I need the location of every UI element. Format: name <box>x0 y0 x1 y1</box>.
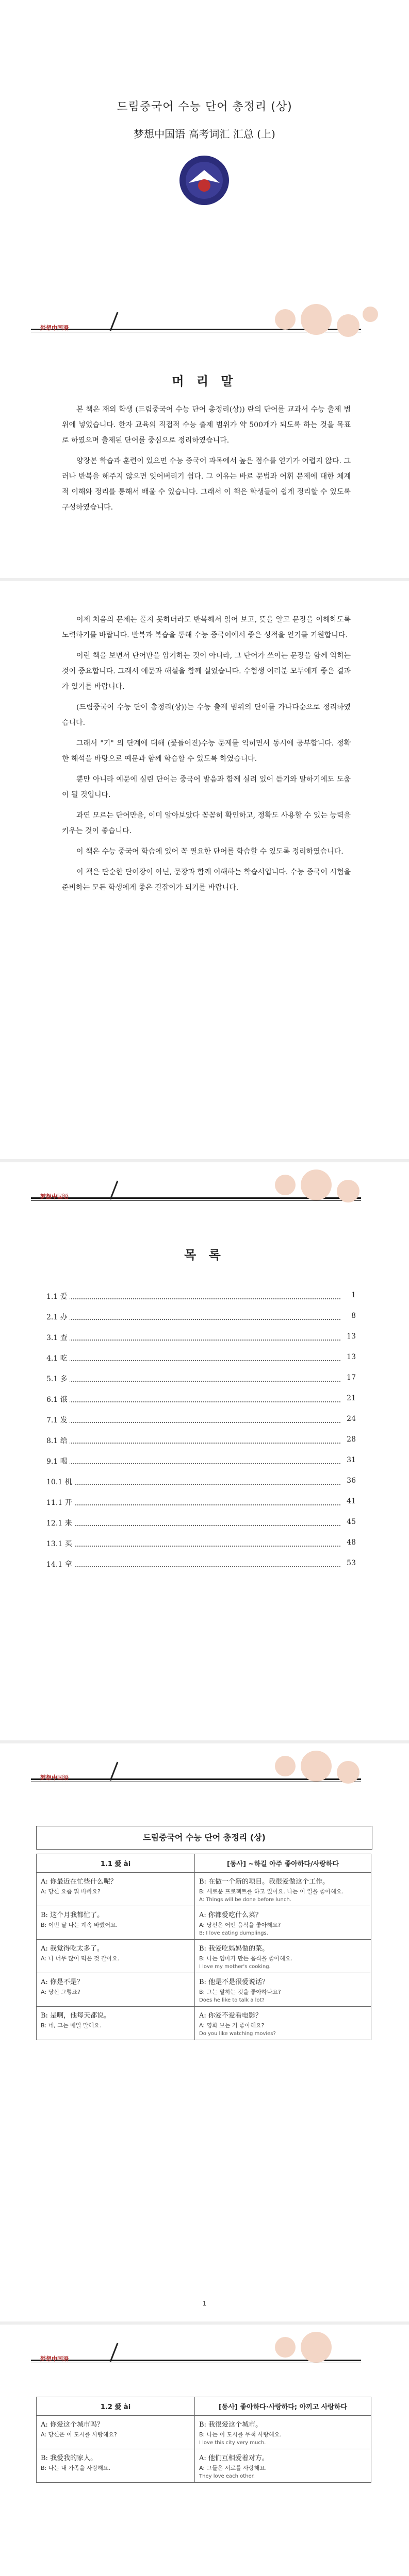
example-chinese: B: 我爱吃妈妈做的菜。 <box>199 1945 269 1953</box>
toc-item[interactable] <box>46 1492 356 1513</box>
example-chinese: A: 你爱不爱看电影？ <box>199 2012 262 2020</box>
example-right <box>195 1940 371 1973</box>
example-english: B: I love eating dumplings. <box>199 1930 268 1936</box>
example-right <box>195 1973 371 2007</box>
example-chinese: A: 他们互相爱着对方。 <box>199 2454 269 2462</box>
toc-item-page: 45 <box>347 1518 356 1526</box>
toc-item-label: 6.1 饿 <box>46 1394 70 1404</box>
vocab-table <box>36 1854 371 2040</box>
toc-item[interactable] <box>46 1410 356 1430</box>
vocab-meaning: [동사] 좋아하다·사랑하다; 아끼고 사랑하다 <box>195 2397 371 2416</box>
toc-item-label: 8.1 给 <box>46 1435 70 1446</box>
toc-item[interactable] <box>46 1348 356 1368</box>
toc-item[interactable] <box>46 1554 356 1574</box>
header-brand: 梦想中国语 <box>40 2355 69 2362</box>
preface-heading: 머 리 말 <box>172 374 237 388</box>
preface-paragraph: 그래서 "기" 의 단계에 대해 (꽃들어진)수능 문제를 익히면서 동시에 공부합니다. 정확한 해석을 바탕으로 예문과 함께 학습할 수 있도록 하였습니다. <box>62 739 351 763</box>
example-right <box>195 2416 371 2449</box>
toc-item-page: 28 <box>347 1435 356 1444</box>
page-vocab-1 <box>0 1743 409 2321</box>
toc-item-page: 53 <box>347 1559 356 1567</box>
page-cover <box>0 0 409 578</box>
toc-leader-dots <box>67 1546 340 1547</box>
example-left <box>37 2007 195 2040</box>
toc-leader-dots <box>67 1443 340 1444</box>
pen-icon <box>108 1180 120 1200</box>
page-vocab-2 <box>0 2325 409 2576</box>
example-english: Do you like watching movies? <box>199 2031 276 2037</box>
toc-item-label: 4.1 吃 <box>46 1353 70 1363</box>
example-chinese: B: 我很爱这个城市。 <box>199 2421 263 2429</box>
decorative-circles <box>275 304 388 350</box>
toc-item-label: 10.1 机 <box>46 1477 74 1487</box>
toc-item[interactable] <box>46 1368 356 1389</box>
vocab-meaning: [동사] ~하길 아주 좋아하다/사랑하다 <box>195 1854 371 1873</box>
example-korean: A: 당신은 이 도시를 사랑해요? <box>41 2431 117 2438</box>
toc-leader-dots <box>67 1401 340 1402</box>
preface-paragraph: 이런 책을 보면서 단어만을 암기하는 것이 아니라, 그 단어가 쓰이는 문장을 함께 익히는 것이 중요합니다. 그래서 예문과 해설을 함께 실었습니다. 수험생 여러분 모두에게 좋은 결과가 있기를 바랍니다. <box>62 652 351 691</box>
toc-item[interactable] <box>46 1389 356 1410</box>
toc-item-page: 41 <box>347 1497 356 1505</box>
example-right <box>195 2449 371 2483</box>
example-korean: A: 나 너무 많이 먹은 것 같아요. <box>41 1955 120 1962</box>
toc-leader-dots <box>67 1360 340 1361</box>
cover-title-korean: 드림중국어 수능 단어 총정리 (상) <box>117 100 292 113</box>
vocab-example-row <box>37 1973 371 2007</box>
toc-item-label: 11.1 开 <box>46 1497 74 1507</box>
header-brand: 梦想中国语 <box>40 1774 69 1781</box>
toc-item-page: 13 <box>347 1332 356 1341</box>
toc-item-label: 12.1 来 <box>46 1518 74 1528</box>
preface-paragraph: 이 책은 단순한 단어장이 아닌, 문장과 함께 이해하는 학습서입니다. 수능 중국어 시험을 준비하는 모든 학생에게 좋은 길잡이가 되기를 바랍니다. <box>62 868 351 892</box>
example-korean: B: 나는 내 가족을 사랑해요. <box>41 2465 110 2471</box>
toc-item-page: 31 <box>347 1456 356 1464</box>
toc-item-label: 9.1 喝 <box>46 1456 70 1466</box>
vocab-example-row <box>37 1940 371 1973</box>
toc-item-page: 36 <box>347 1477 356 1485</box>
example-korean: B: 이번 달 나는 계속 바빴어요. <box>41 1922 118 1928</box>
toc-item-label: 3.1 查 <box>46 1332 70 1343</box>
example-chinese: B: 是啊，他每天都说。 <box>41 2012 111 2020</box>
toc-item[interactable] <box>46 1327 356 1348</box>
vocab-section-header <box>37 1854 371 1873</box>
example-korean: B: 나는 이 도시를 무척 사랑해요. <box>199 2431 282 2438</box>
toc-item-label: 7.1 发 <box>46 1415 70 1425</box>
page-toc <box>0 1162 409 1740</box>
example-chinese: B: 我爱我的家人。 <box>41 2454 97 2462</box>
toc-item-page: 1 <box>351 1291 356 1299</box>
toc-item-label: 2.1 办 <box>46 1312 70 1322</box>
preface-paragraph: 양장본 학습과 훈련이 있으면 수능 중국어 과목에서 높은 점수를 얻기가 어렵지 않다. 그러나 반복을 해주지 않으면 잊어버리기 쉽다. 그 이유는 바로 문법과 어휘 문제에 대한 체계적 이해와 정리를 통해서 배울 수 있습니다. 그래서 이 책은 학생들이 쉽게 정리할 수 있도록 구성하였습니다. <box>62 457 351 512</box>
example-korean: B: 새로운 프로젝트를 하고 있어요. 나는 이 일을 좋아해요. <box>199 1888 343 1895</box>
toc-item-label: 1.1 爱 <box>46 1291 70 1301</box>
toc-item[interactable] <box>46 1471 356 1492</box>
toc-item-page: 8 <box>351 1312 356 1320</box>
toc-leader-dots <box>67 1340 340 1341</box>
header-brand: 梦想中国语 <box>40 325 69 331</box>
vocab-table <box>36 2397 371 2483</box>
page-preface <box>0 581 409 1159</box>
decorative-circles <box>275 1170 388 1216</box>
example-korean: A: 당신 요즘 뭐 바빠요? <box>41 1888 101 1895</box>
example-chinese: B: 这个月我都忙了。 <box>41 1911 104 1919</box>
toc-item-page: 21 <box>347 1394 356 1402</box>
example-left <box>37 2416 195 2449</box>
example-left <box>37 2449 195 2483</box>
example-right <box>195 2007 371 2040</box>
example-korean: A: 영화 보는 거 좋아해요? <box>199 2022 265 2029</box>
preface-paragraph: (드림중국어 수능 단어 총정리(상))는 수능 출제 범위의 단어를 가나다순으로 정리하였습니다. <box>62 703 351 727</box>
vocab-section-header <box>37 2397 371 2416</box>
toc-leader-dots <box>67 1319 340 1320</box>
preface-paragraph: 이 책은 수능 중국어 학습에 있어 꼭 필요한 단어를 학습할 수 있도록 정리하였습니다. <box>76 848 343 856</box>
toc-leader-dots <box>67 1504 340 1505</box>
toc-item[interactable] <box>46 1513 356 1533</box>
vocab-headword: 1.2 爱 ài <box>37 2397 195 2416</box>
example-english: They love each other. <box>199 2473 255 2479</box>
example-chinese: B: 在做一个新的项目。我很爱做这个工作。 <box>199 1878 330 1886</box>
example-chinese: A: 你都爱吃什么菜？ <box>199 1911 262 1919</box>
toc-leader-dots <box>67 1298 340 1299</box>
vocab-example-row <box>37 2007 371 2040</box>
toc-item[interactable] <box>46 1533 356 1554</box>
toc-item-page: 13 <box>347 1353 356 1361</box>
vocab-title: 드림중국어 수능 단어 총정리 (상) <box>36 1826 372 1850</box>
example-right <box>195 1906 371 1940</box>
example-left <box>37 1940 195 1973</box>
toc-item-page: 48 <box>347 1538 356 1547</box>
toc-list <box>46 1286 356 1574</box>
page-number: 1 <box>202 2300 207 2307</box>
cover-title-chinese: 梦想中国语 高考词汇 汇总 (上) <box>134 128 275 140</box>
example-english: Does he like to talk a lot? <box>199 1997 265 2003</box>
example-chinese: A: 我觉得吃太多了。 <box>41 1945 104 1953</box>
example-korean: A: 당신은 어떤 음식을 좋아해요? <box>199 1922 281 1928</box>
preface-paragraph: 뿐만 아니라 예문에 실린 단어는 중국어 발음과 함께 실려 있어 듣기와 말하기에도 도움이 될 것입니다. <box>62 775 351 799</box>
preface-paragraph: 이제 처음의 문제는 풀지 못하더라도 반복해서 읽어 보고, 뜻을 알고 문장을 이해하도록 노력하기를 바랍니다. 반복과 복습을 통해 수능 중국어에서 좋은 성적을 얻기를 기원합니다. <box>62 616 351 639</box>
example-left <box>37 1973 195 2007</box>
example-english: I love my mother's cooking. <box>199 1964 271 1970</box>
pen-icon <box>108 1761 120 1782</box>
toc-leader-dots <box>67 1381 340 1382</box>
example-korean: A: 당신 그렇죠? <box>41 1989 80 1995</box>
toc-item[interactable] <box>46 1307 356 1327</box>
example-korean: B: 네, 그는 매일 말해요. <box>41 2022 102 2029</box>
example-chinese: A: 你是不是？ <box>41 1978 84 1986</box>
example-chinese: B: 他是不是很爱说话？ <box>199 1978 269 1986</box>
vocab-example-row <box>37 1873 371 1906</box>
example-english: I love this city very much. <box>199 2440 266 2446</box>
toc-item-label: 5.1 多 <box>46 1374 70 1384</box>
toc-item-page: 24 <box>347 1415 356 1423</box>
example-right <box>195 1873 371 1906</box>
toc-leader-dots <box>67 1422 340 1423</box>
example-korean: B: 그는 말하는 것을 좋아하나요? <box>199 1989 281 1995</box>
toc-leader-dots <box>67 1463 340 1464</box>
example-english: A: Things will be done before lunch. <box>199 1897 291 1903</box>
vocab-example-row <box>37 2416 371 2449</box>
toc-leader-dots <box>67 1525 340 1526</box>
preface-paragraph: 과연 모르는 단어만을, 이미 알아보았다 꼼꼼히 확인하고, 정확도 사용할 수 있는 능력을 키우는 것이 좋습니다. <box>62 811 351 835</box>
preface-paragraph: 본 책은 재외 학생 (드림중국어 수능 단어 총정리(상)) 란의 단어를 교과서 수능 출제 범위에 넣었습니다. 한자 교육의 직접적 수능 출제 범위가 약 500개가 되도록 하는 것을 목표로 하였으며 출제된 단어를 중심으로 정리하였습니다. <box>62 405 351 445</box>
example-left <box>37 1906 195 1940</box>
toc-item-label: 14.1 拿 <box>46 1559 74 1569</box>
preface-text <box>62 402 351 520</box>
toc-item[interactable] <box>46 1286 356 1307</box>
example-chinese: A: 你爱这个城市吗？ <box>41 2421 104 2429</box>
vocab-example-row <box>37 2449 371 2483</box>
decorative-circles <box>275 2332 388 2378</box>
preface-text-continued <box>62 612 351 901</box>
vocab-example-row <box>37 1906 371 1940</box>
toc-item[interactable] <box>46 1430 356 1451</box>
toc-leader-dots <box>67 1484 340 1485</box>
toc-item-label: 13.1 买 <box>46 1538 74 1549</box>
header-brand: 梦想中国语 <box>40 1193 69 1200</box>
example-korean: B: 나는 엄마가 만든 음식을 좋아해요. <box>199 1955 292 1962</box>
example-left <box>37 1873 195 1906</box>
vocab-headword: 1.1 爱 ài <box>37 1854 195 1873</box>
toc-item-page: 17 <box>347 1374 356 1382</box>
pen-icon <box>108 2342 120 2363</box>
toc-leader-dots <box>67 1566 340 1567</box>
pen-icon <box>108 311 120 332</box>
example-chinese: A: 你最近在忙些什么呢？ <box>41 1878 117 1886</box>
decorative-circles <box>275 1751 388 1797</box>
toc-item[interactable] <box>46 1451 356 1471</box>
school-emblem <box>178 155 230 206</box>
example-korean: A: 그들은 서로를 사랑해요. <box>199 2465 267 2471</box>
toc-heading: 목 록 <box>184 1248 225 1262</box>
